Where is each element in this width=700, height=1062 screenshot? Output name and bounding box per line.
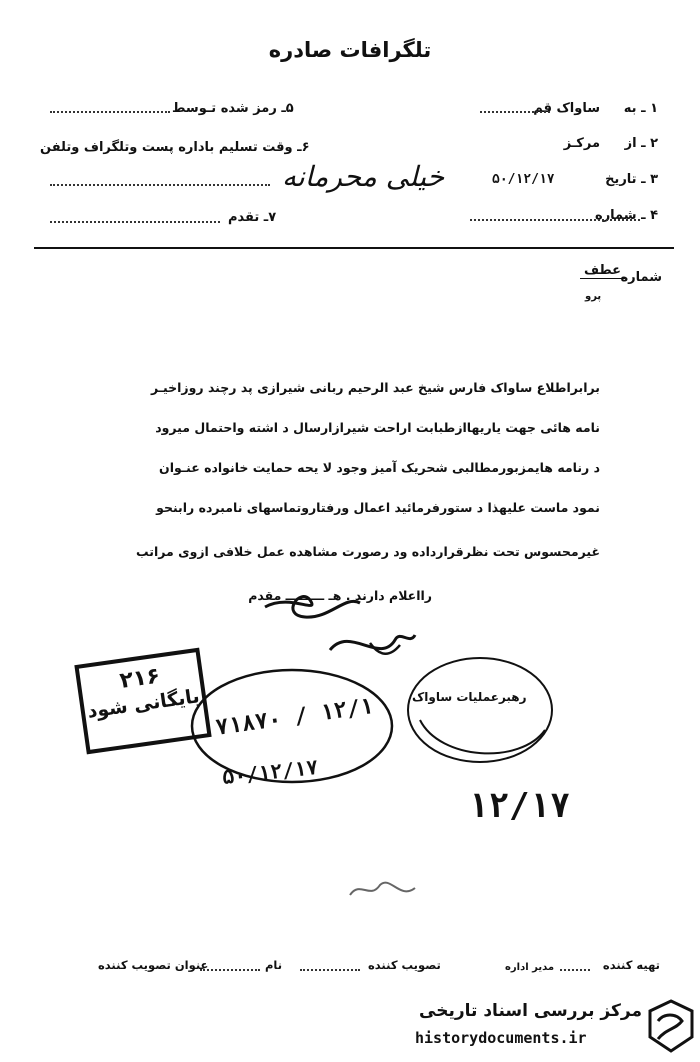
- footer-approver-title: عنوان تصویب کننده: [98, 958, 209, 972]
- body-line-4: نمود ماست علیهذا د ستورفرمائید اعمال ورفتاروتماسهای نامبرده رابنحو: [156, 500, 600, 515]
- body-line-3: د رنامه هایمزبورمطالبی شحریک آمیز وجود لا یحه حمایت خانواده عنـوان: [159, 460, 600, 475]
- field-2-label: ۲ ـ از: [624, 136, 658, 151]
- number-ref-2: پرو: [585, 291, 602, 302]
- field-1-value: ساواک قم: [533, 101, 600, 116]
- oval-stamp-text: ۷۱۸۷۰ / ۱۲/۱: [214, 694, 375, 741]
- footer-name: نام: [265, 958, 283, 972]
- handwritten-date: ۵۰/۱۲/۱۷: [221, 755, 320, 789]
- signature-role: رهبرعملیات ساواک: [412, 690, 527, 704]
- field-7-label: ۷ـ تقدم: [228, 210, 277, 225]
- footer-approver: تصویب کننده: [368, 958, 441, 972]
- watermark: [405, 995, 700, 1062]
- field-6-line: [50, 183, 270, 186]
- field-3-label: ۳ ـ تاریخ: [605, 172, 658, 187]
- footer-director: مدیر اداره: [505, 962, 555, 973]
- footer-line-2: [300, 968, 360, 971]
- field-4-line: [470, 218, 640, 221]
- footer-line-3: [200, 968, 260, 971]
- archive-stamp-number: ۲۱۶: [118, 663, 162, 694]
- document-title: تلگرافات صادره: [268, 38, 432, 62]
- watermark-url: historydocuments.ir: [415, 1029, 587, 1047]
- number-ref-1: عطف: [580, 263, 625, 279]
- field-5-line: [50, 110, 170, 113]
- field-7-line: [50, 220, 220, 223]
- field-3-value: ۵۰/۱۲/۱۷: [492, 172, 555, 187]
- oval-stamp: [182, 664, 402, 804]
- field-2-value: مرکـز: [563, 136, 600, 151]
- field-6-label: ۶ـ وقت تسلیم باداره پست وتلگراف وتلفن: [40, 140, 310, 155]
- round-stamp-right: [400, 650, 560, 770]
- field-1-line: [480, 110, 550, 113]
- classification-handwritten: خیلی محرمانه: [282, 160, 445, 193]
- field-5-label: ۵ـ رمز شده تـوسط: [172, 101, 294, 116]
- archive-stamp-text: بایگانی شود: [85, 685, 201, 723]
- body-line-6: رااعلام دارند . هـ ـــــــــ مقدم: [248, 588, 432, 603]
- footer-preparer: تهیه کننده: [602, 958, 660, 972]
- body-line-1: برابراطلاع ساواک فارس شیخ عبد الرحیم ربانی شیرازی پد رچند روزاخیـر: [150, 380, 600, 395]
- number-label: شماره: [620, 270, 662, 285]
- faint-scribble: [345, 870, 435, 910]
- field-4-label: ۴ ـ شماره: [595, 208, 658, 223]
- header-divider: [34, 247, 674, 249]
- field-1-label: ۱ ـ به: [623, 101, 658, 116]
- body-line-2: نامه هائی جهت یاریهاازطبابت اراحت شیرازارسال د اشته واحتمال میرود: [155, 420, 600, 435]
- footer-line-1: [560, 968, 590, 971]
- body-line-5: غیرمحسوس تحت نظرقرارداده ود رصورت مشاهده عمل خلافی ازوی مراتب: [136, 544, 600, 559]
- watermark-logo-icon: [646, 999, 696, 1053]
- handwritten-bottom: ۱۲/۱۷: [468, 786, 571, 826]
- watermark-name: مرکز بررسی اسناد تاریخی: [419, 1001, 642, 1021]
